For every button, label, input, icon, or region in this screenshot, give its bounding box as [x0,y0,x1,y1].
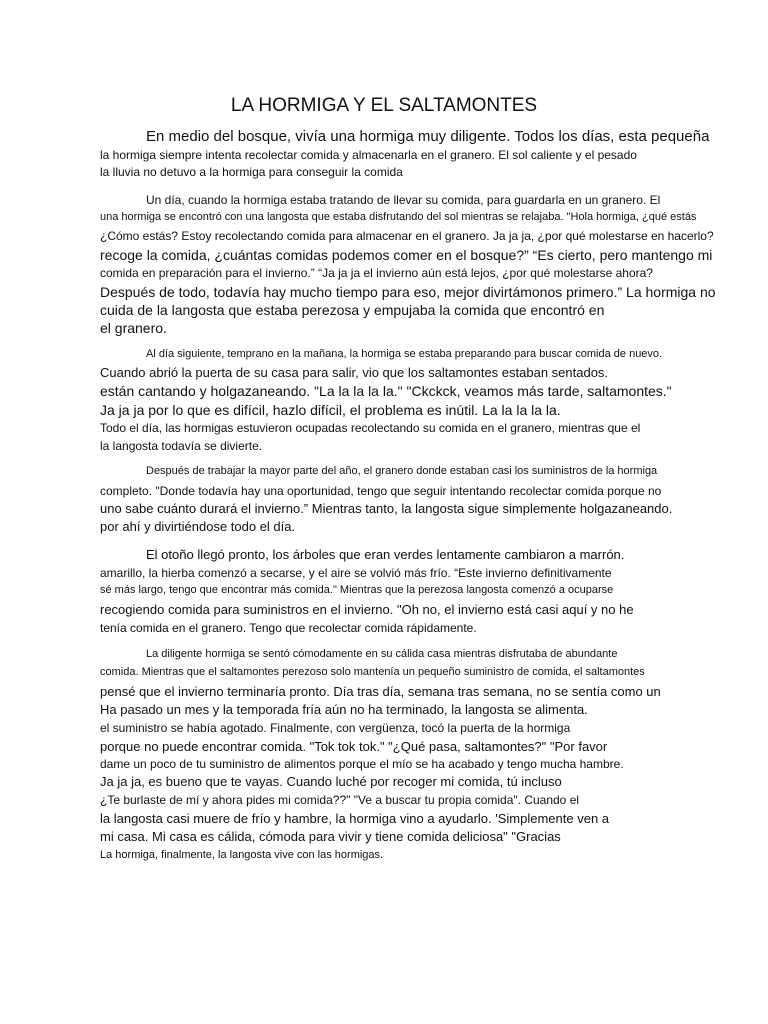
document-title: LA HORMIGA Y EL SALTAMONTES [230,95,538,116]
text-line: amarillo, la hierba comenzó a secarse, y el aire se volvió más frío. “Este invierno definitivamente [100,566,612,580]
text-line: En medio del bosque, vivía una hormiga muy diligente. Todos los días, esta pequeña [146,128,710,145]
text-line: Al día siguiente, temprano en la mañana, la hormiga se estaba preparando para buscar comida de nuevo. [146,348,663,360]
text-line: pensé que el invierno terminaría pronto. Día tras día, semana tras semana, no se sentía como un [100,684,661,699]
text-line: el suministro se había agotado. Finalmente, con vergüenza, tocó la puerta de la hormiga [100,721,571,735]
text-line: comida. Mientras que el saltamontes perezoso solo mantenía un pequeño suministro de comida, el saltamontes [100,666,645,678]
text-line: comida en preparación para el invierno.” “Ja ja ja el invierno aún está lejos, ¿por qué molestarse ahora? [100,266,653,280]
text-line: porque no puede encontrar comida. "Tok tok tok." "¿Qué pasa, saltamontes?" "Por favor [100,739,608,754]
text-line: completo. "Donde todavía hay una oportunidad, tengo que seguir intentando recolectar comida porque no [100,484,662,498]
text-line: uno sabe cuánto durará el invierno.” Mientras tanto, la langosta sigue simplemente holgazaneando. [100,501,673,516]
text-line: están cantando y holgazaneando. "La la la la la." "Ckckck, veamos más tarde, saltamontes." [100,383,672,399]
text-line: sé más largo, tengo que encontrar más comida." Mientras que la perezosa langosta comenzó a ocuparse [100,584,614,596]
text-line: tenía comida en el granero. Tengo que recolectar comida rápidamente. [100,621,477,635]
text-line: la langosta casi muere de frío y hambre, la hormiga vino a ayudarlo. 'Simplemente ven a [100,811,610,826]
text-line: Un día, cuando la hormiga estaba tratando de llevar su comida, para guardarla en un granero. El [146,193,661,207]
text-line: la hormiga siempre intenta recolectar comida y almacenarla en el granero. El sol caliente y el pesado [100,148,637,162]
text-line: una hormiga se encontró con una langosta que estaba disfrutando del sol mientras se relajaba. "Hola hormiga, ¿qué estás [100,211,697,223]
text-line: dame un poco de tu suministro de alimentos porque el mío se ha acabado y tengo mucha hambre. [100,757,624,771]
text-line: Ja ja ja, es bueno que te vayas. Cuando luché por recoger mi comida, tú incluso [100,774,562,789]
text-line: ¿Te burlaste de mí y ahora pides mi comida??" "Ve a buscar tu propia comida". Cuando el [100,793,580,807]
text-line: ¿Cómo estás? Estoy recolectando comida para almacenar en el granero. Ja ja ja, ¿por qué molestarse en hacerlo? [100,229,714,243]
text-line: Después de todo, todavía hay mucho tiempo para eso, mejor divirtámonos primero.” La hormiga no [100,284,716,300]
text-line: Cuando abrió la puerta de su casa para salir, vio que los saltamontes estaban sentados. [100,365,609,380]
text-line: la lluvia no detuvo a la hormiga para conseguir la comida [100,165,403,179]
text-line: La hormiga, finalmente, la langosta vive con las hormigas. [100,849,384,861]
text-line: recogiendo comida para suministros en el invierno. "Oh no, el invierno está casi aquí y no he [100,602,634,617]
text-line: el granero. [100,320,167,336]
text-line: La diligente hormiga se sentó cómodamente en su cálida casa mientras disfrutaba de abundante [146,648,618,660]
text-line: cuida de la langosta que estaba perezosa y empujaba la comida que encontró en [100,302,605,318]
text-line: recoge la comida, ¿cuántas comidas podemos comer en el bosque?” “Es cierto, pero mantengo mi [100,247,713,263]
text-line: Ha pasado un mes y la temporada fría aún no ha terminado, la langosta se alimenta. [100,702,588,717]
text-line: Después de trabajar la mayor parte del año, el granero donde estaban casi los suministros de la hormiga [146,465,658,477]
text-line: la langosta todavía se divierte. [100,439,263,453]
text-line: El otoño llegó pronto, los árboles que eran verdes lentamente cambiaron a marrón. [146,547,625,562]
text-line: Ja ja ja por lo que es difícil, hazlo difícil, el problema es inútil. La la la la la. [100,402,561,418]
text-line: por ahí y divirtiéndose todo el día. [100,519,296,534]
text-line: mi casa. Mi casa es cálida, cómoda para vivir y tiene comida deliciosa" "Gracias [100,829,561,844]
text-line: Todo el día, las hormigas estuvieron ocupadas recolectando su comida en el granero, mientras que el [100,421,641,435]
